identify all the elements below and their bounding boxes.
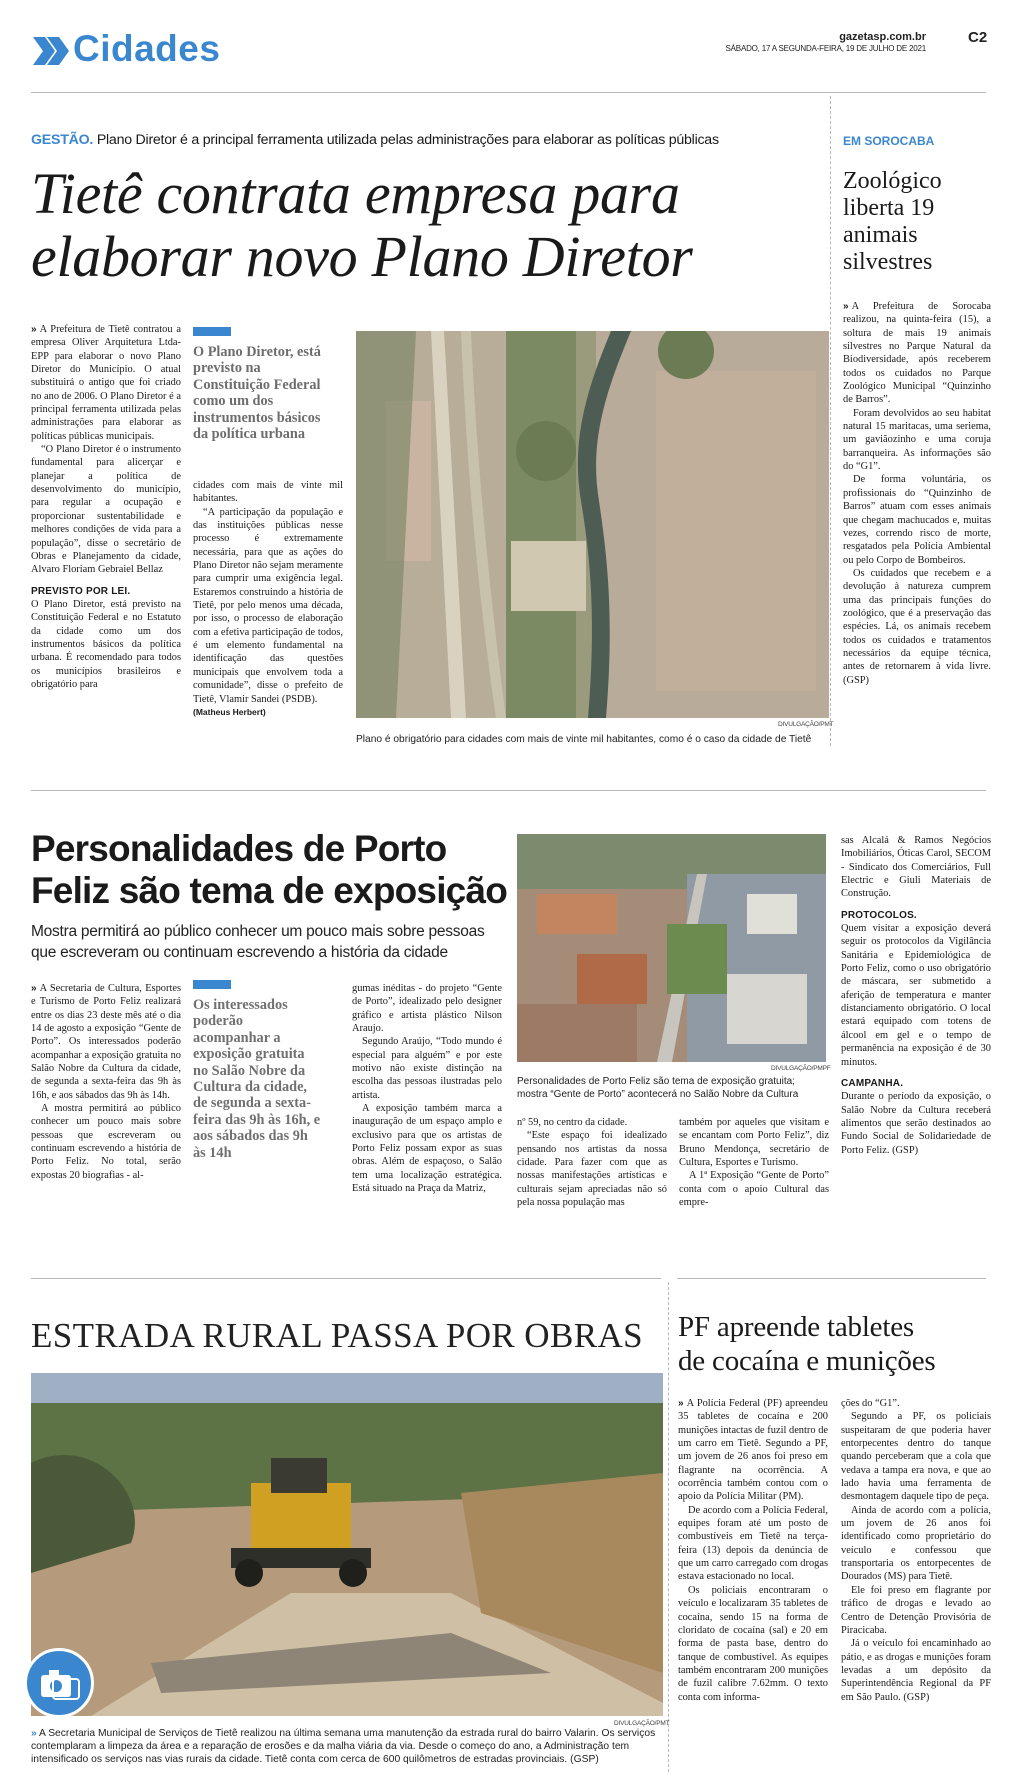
sidebar-body: » A Prefeitura de Sorocaba realizou, na quinta-feira (15), a soltura de mais 19 animais silvestres no Parque Natural da Biodiversidade, após receberem todos os cuidados no Parque Zoológico Municipal “Quinzinho de Barros”. Foram devolvidos ao seu habitat natural 15 maritacas, uma seriema, um gaviãozinho e uma coruja barranqueira. As informações são do “G1”. De forma voluntária, os profissionais do “Quinzinho de Barros” atuam com esses animais que chegam machucados e, muitas vezes, correndo risco de morte, resgatados pela Polícia Ambiental ou pelo Corpo de Bombeiros. Os cuidados que recebem e a devolução à natureza cumprem uma das principais funções do zoológico, que é a preservação das espécies. Lá, os animais recebem todos os cuidados e tratamentos necessários da equipe técnica, antes de retornarem à vida livre. (GSP) bbox=[843, 301, 991, 686]
camera-icon bbox=[27, 1651, 91, 1715]
porto-dek: Mostra permitirá ao público conhecer um pouco mais sobre pessoas que escreveram ou continuam escrevendo a história da cidade bbox=[31, 923, 485, 961]
arrow-icon: » bbox=[31, 1728, 37, 1739]
section-rule-1 bbox=[31, 790, 986, 791]
kicker-label: GESTÃO. bbox=[31, 132, 94, 148]
main-photo-credit: DIVULGAÇÃO/PMT bbox=[778, 721, 834, 728]
kicker-text: Plano Diretor é a principal ferramenta utilizada pelas administrações para elaborar as políticas públicas bbox=[96, 132, 719, 148]
main-pullquote: O Plano Diretor, está previsto na Constituição Federal como um dos instrumentos básicos da política urbana bbox=[193, 327, 333, 442]
edition-date: SÁBADO, 17 A SEGUNDA-FEIRA, 19 DE JULHO DE 2021 bbox=[725, 44, 926, 53]
porto-col-4: nº 59, no centro da cidade. “Este espaço foi idealizado pensando nos artistas da nossa cidade. Para fazer com que as nossas manifestações artísticas e culturais sejam apreciadas não só pela nossa população mas bbox=[517, 1117, 667, 1209]
sidebar-headline: Zoológico liberta 19 animais silvestres bbox=[843, 168, 942, 275]
aerial-photo-porto-feliz bbox=[517, 834, 826, 1062]
site-url: gazetasp.com.br bbox=[839, 31, 926, 43]
arrow-icon: » bbox=[31, 983, 37, 994]
porto-headline: Personalidades de Porto Feliz são tema de exposição bbox=[31, 828, 508, 911]
porto-col-3: gumas inéditas - do projeto “Gente de Porto”, idealizado pelo designer gráfico e artista plástico Nilson Araujo. Segundo Araújo, “Todo mundo é especial para alguém” e por este motivo não existe distinção na escolha das pessoas ilustradas pelo artista. A exposição também marca a inauguração de um espaço amplo e exclusivo para que os artistas de Porto Feliz possam expor as suas obras. Além de espaçoso, o Salão tem uma localização estratégica. Está situado na Praça da Matriz, bbox=[352, 983, 502, 1195]
porto-photo-credit: DIVULGAÇÃO/PMPF bbox=[771, 1065, 831, 1072]
road-works-photo bbox=[31, 1373, 663, 1716]
column-divider-lower bbox=[668, 1282, 669, 1772]
aerial-photo-tiete bbox=[356, 331, 829, 718]
section-title: Cidades bbox=[73, 28, 221, 69]
arrow-icon: » bbox=[678, 1398, 684, 1409]
estrada-caption: » A Secretaria Municipal de Serviços de Tietê realizou na última semana uma manutenção da estrada rural do bairro Valarin. Os serviços contemplaram a limpeza da área e a reparação de erosões e da malha viária da via. Desde o começo do ano, a Administração tem intensificado os serviços nas vias rurais da cidade. Tietê conta com cerca de 600 quilômetros de estradas provinciais. (GSP) bbox=[31, 1728, 656, 1765]
estrada-photo-credit: DIVULGAÇÃO/PMT bbox=[614, 1720, 670, 1727]
double-chevron-icon bbox=[31, 33, 71, 69]
main-headline: Tietê contrata empresa para elaborar novo Plano Diretor bbox=[31, 161, 693, 289]
arrow-icon: » bbox=[31, 324, 37, 335]
pullquote-bar bbox=[193, 980, 231, 989]
pf-col-1: » A Polícia Federal (PF) apreendeu 35 tabletes de cocaína e 200 munições intactas de fuzil dentro de um carro em Tietê. Segundo a PF, um jovem de 26 anos foi preso em flagrante na ocorrência. A ocorrência também contou com o apoio da Polícia Militar (PM). De acordo com a Polícia Federal, equipes foram até um posto de combustíveis em Tietê na terça-feira (13) depois da denúncia de que um carro carregado com drogas estava estacionado no local. Os policiais encontraram o veículo e localizaram 35 tabletes de cocaína, sendo 15 na forma de cloridato de cocaína (sal) e 20 em forma de pasta base, dentro do tanque de combustível. As equipes também encontraram 200 munições de fuzil calibre 7.62mm. O texto conta com informa- bbox=[678, 1398, 828, 1703]
header-rule bbox=[31, 92, 986, 93]
porto-col-5: também por aqueles que visitam e se encantam com Porto Feliz”, diz Bruno Mendonça, secretário de Cultura, Esportes e Turismo. A 1ª Exposição “Gente de Porto” conta com o apoio Cultural das empre- bbox=[679, 1117, 829, 1209]
pf-headline: PF apreende tabletes de cocaína e munições bbox=[678, 1311, 936, 1377]
main-col-2: cidades com mais de vinte mil habitantes. “A participação da população e das instituições públicas nesse processo é extremamente necessária, para que as ações do Plano Diretor não sejam meramente para cumprir uma exigência legal. Estaremos construindo a história de Tietê, por pelo menos uma década, por isso, o processo de elaboração com a efetiva participação de todos, é um elemento fundamental na identificação das questões municipais que envolvem toda a comunidade”, disse o prefeito de Tietê, Vlamir Sandei (PSDB). (Matheus Herbert) bbox=[193, 480, 343, 717]
arrow-icon: » bbox=[843, 301, 849, 312]
porto-col-1: » A Secretaria de Cultura, Esportes e Turismo de Porto Feliz realizará entre os dias 23 deste mês até o dia 14 de agosto a exposição “Gente de Porto”. Os interessados poderão acompanhar a exposição gratuita no Salão Nobre da Cultura da cidade, de segunda a sexta-feira das 9h às 16h, e aos sábados das 9h às 14h. A mostra permitirá ao público conhecer um pouco mais sobre pessoas que escreveram ou continuam escrevendo a história de Porto Feliz. No total, serão expostas 20 biografias - al- bbox=[31, 983, 181, 1181]
main-kicker bbox=[31, 132, 719, 148]
estrada-headline: ESTRADA RURAL PASSA POR OBRAS bbox=[31, 1316, 643, 1355]
porto-col-6: sas Alcalá & Ramos Negócios Imobiliários, Óticas Carol, SECOM - Sindicato dos Comerciários, Full Electric e Giuli Materiais de Construção. PROTOCOLOS. Quem visitar a exposição deverá seguir os protocolos da Vigilância Sanitária e Epidemiológica de Porto Feliz, como o uso obrigatório de máscara, ser submetido a aferição de temperatura e manter distanciamento obrigatório. O local estará equipado com totens de álcool em gel e o tempo de permanência na exposição é de 30 minutos. CAMPANHA. Durante o período da exposição, o Salão Nobre da Cultura receberá alimentos que serão destinados ao Fundo Social de Solidariedade de Porto Feliz. (GSP) bbox=[841, 835, 991, 1156]
sidebar-kicker: EM SOROCABA bbox=[843, 134, 935, 148]
pf-col-2: ções do “G1”. Segundo a PF, os policiais suspeitaram de que poderia haver entorpecentes dentro do tanque quando perceberam que a cola que vedava a tampa era nova, e que ao lado havia uma ferramenta de desmontagem daquele tipo de peça. Ainda de acordo com a polícia, um jovem de 26 anos foi identificado como proprietário do veículo e confessou que transportaria os entorpecentes de Dourados (MS) para Tietê. Ele foi preso em flagrante por tráfico de drogas e levado ao Centro de Detenção Provisória de Piracicaba. Já o veículo foi encaminhado ao pátio, e as drogas e munições foram levadas a um depósito da Superintendência Regional da PF em São Paulo. (GSP) bbox=[841, 1398, 991, 1703]
section-rule-2 bbox=[31, 1278, 661, 1279]
column-divider bbox=[830, 96, 831, 746]
pullquote-bar bbox=[193, 327, 231, 336]
section-rule-3 bbox=[677, 1278, 986, 1279]
main-photo-caption: Plano é obrigatório para cidades com mais de vinte mil habitantes, como é o caso da cidade de Tietê bbox=[356, 734, 812, 745]
main-col-1: » A Prefeitura de Tietê contratou a empresa Oliver Arquitetura Ltda-EPP para elaborar o novo Plano Diretor do Município. O atual substituirá o antigo que foi criado no ano de 2006. O Plano Diretor é a principal ferramenta utilizada pelas administrações para elaborar as políticas públicas municipais. “O Plano Diretor é o instrumento fundamental para alicerçar e planejar a política de desenvolvimento do município, para regular a ocupação e proporcionar sustentabilidade e melhores condições de vida para a população”, disse o secretário de Obras e Planejamento da cidade, Alvaro Floriam Gebraiel Bellaz PREVISTO POR LEI. O Plano Diretor, está previsto na Constituição Federal e no Estatuto da cidade como um dos instrumentos básicos da política urbana. É recomendado para todos os municípios brasileiros e obrigatório para bbox=[31, 324, 181, 690]
porto-photo-caption: Personalidades de Porto Feliz são tema de exposição gratuita; mostra “Gente de Porto” acontecerá no Salão Nobre da Cultura bbox=[517, 1076, 799, 1100]
section-logo bbox=[31, 28, 291, 71]
page-number: C2 bbox=[968, 29, 988, 46]
gallery-icon[interactable] bbox=[24, 1648, 94, 1718]
porto-pullquote: Os interessados poderão acompanhar a exposição gratuita no Salão Nobre da Cultura da cidade, de segunda a sexta-feira das 9h às 16h, e aos sábados das 9h às 14h bbox=[193, 980, 323, 1161]
